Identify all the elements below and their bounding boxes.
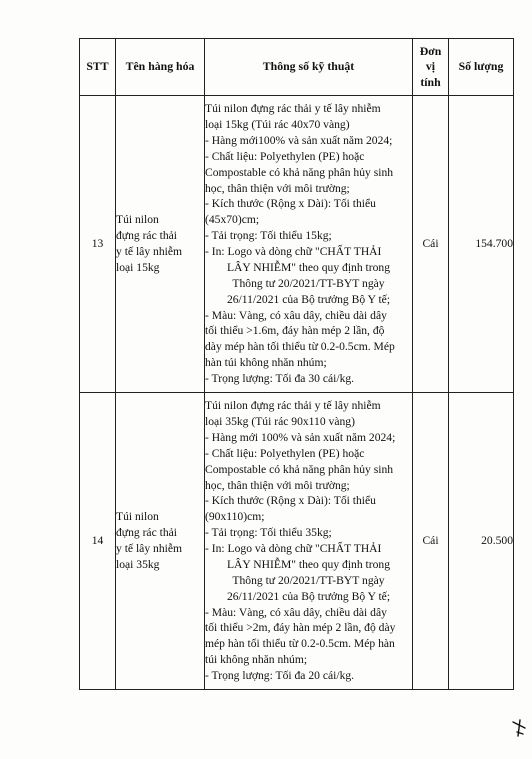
row-name-line: Túi nilon bbox=[116, 510, 159, 524]
spec-line: Thông tư 20/2021/TT-BYT ngày bbox=[232, 276, 385, 290]
row-name-line: loại 15kg bbox=[116, 260, 160, 274]
spec-line: (90x110)cm; bbox=[205, 510, 265, 524]
header-unit-line: Đơn bbox=[419, 44, 442, 58]
goods-spec-table bbox=[79, 38, 514, 690]
spec-line: tối thiểu >2m, đáy hàn mép 2 lần, độ dày bbox=[205, 621, 396, 635]
spec-line: - Trọng lượng: Tối đa 20 cái/kg. bbox=[205, 669, 355, 682]
row-qty: 20.500 bbox=[449, 393, 514, 690]
row-name bbox=[116, 96, 205, 393]
spec-line: Túi nilon đựng rác thải y tế lây nhiễm bbox=[205, 102, 381, 116]
table-header-row bbox=[80, 39, 514, 96]
header-unit bbox=[413, 39, 449, 96]
spec-line: - Tải trọng: Tối thiểu 35kg; bbox=[205, 526, 332, 540]
header-qty: Số lượng bbox=[449, 39, 514, 96]
spec-line: Thông tư 20/2021/TT-BYT ngày bbox=[232, 573, 385, 587]
header-name: Tên hàng hóa bbox=[116, 39, 205, 96]
spec-line: - In: Logo và dòng chữ "CHẤT THẢI bbox=[205, 542, 382, 555]
spec-line: - Hàng mới100% và sản xuất năm 2024; bbox=[205, 133, 393, 147]
row-stt: 14 bbox=[80, 393, 116, 690]
spec-line: hàn túi không nhăn nhúm; bbox=[205, 356, 327, 370]
spec-line: học, thân thiện với môi trường; bbox=[205, 181, 350, 195]
spec-line: 26/11/2021 của Bộ trưởng Bộ Y tế; bbox=[226, 589, 391, 603]
row-spec bbox=[205, 393, 413, 690]
spec-line: - Hàng mới 100% và sản xuất năm 2024; bbox=[205, 430, 396, 444]
spec-line: Túi nilon đựng rác thải y tế lây nhiễm bbox=[205, 399, 381, 413]
spec-line: - Trọng lượng: Tối đa 30 cái/kg. bbox=[205, 372, 355, 385]
spec-line: loại 35kg (Túi rác 90x110 vàng) bbox=[205, 415, 355, 428]
spec-line: loại 15kg (Túi rác 40x70 vàng) bbox=[205, 118, 350, 131]
header-spec: Thông số kỹ thuật bbox=[205, 39, 413, 96]
pen-stroke-mark-icon bbox=[511, 718, 527, 738]
spec-line: dày mép hàn tối thiểu từ 0.2-0.5cm. Mép bbox=[205, 340, 395, 354]
table-row bbox=[80, 96, 514, 393]
spec-line: Compostable có khả năng phân hủy sinh bbox=[205, 165, 394, 179]
row-qty: 154.700 bbox=[449, 96, 514, 393]
spec-line: - Tải trọng: Tối thiểu 15kg; bbox=[205, 229, 332, 243]
spec-line: tối thiểu >1.6m, đáy hàn mép 2 lần, độ bbox=[205, 324, 385, 338]
row-spec bbox=[205, 96, 413, 393]
spec-line: học, thân thiện với môi trường; bbox=[205, 478, 350, 492]
row-name-line: Túi nilon bbox=[116, 213, 159, 227]
row-name-line: y tế lây nhiễm bbox=[116, 245, 183, 258]
header-unit-line: vị bbox=[425, 59, 436, 74]
spec-line: - Kích thước (Rộng x Dài): Tối thiểu bbox=[205, 494, 376, 508]
spec-line: - Màu: Vàng, có xâu dây, chiều dài dây bbox=[205, 308, 387, 322]
row-name-line: y tế lây nhiễm bbox=[116, 542, 183, 555]
row-name-line: loại 35kg bbox=[116, 557, 160, 571]
spec-line: LÂY NHIỄM" theo quy định trong bbox=[226, 260, 391, 274]
spec-line: LÂY NHIỄM" theo quy định trong bbox=[226, 557, 391, 571]
spec-line: - Chất liệu: Polyethylen (PE) hoặc bbox=[205, 446, 365, 460]
row-name-line: đựng rác thải bbox=[116, 229, 178, 243]
row-name-line: đựng rác thải bbox=[116, 526, 178, 540]
spec-line: Compostable có khả năng phân hủy sinh bbox=[205, 462, 394, 476]
spec-line: (45x70)cm; bbox=[205, 213, 260, 227]
row-stt: 13 bbox=[80, 96, 116, 393]
spec-line: - Chất liệu: Polyethylen (PE) hoặc bbox=[205, 149, 365, 163]
spec-line: túi không nhăn nhúm; bbox=[205, 653, 308, 667]
row-unit: Cái bbox=[413, 96, 449, 393]
table-row bbox=[80, 393, 514, 690]
row-name bbox=[116, 393, 205, 690]
spec-line: - Màu: Vàng, có xâu dây, chiều dài dây bbox=[205, 605, 387, 619]
spec-line: mép hàn tối thiểu từ 0.2-0.5cm. Mép hàn bbox=[205, 637, 395, 651]
spec-line: 26/11/2021 của Bộ trưởng Bộ Y tế; bbox=[226, 292, 391, 306]
header-stt: STT bbox=[80, 39, 116, 96]
header-unit-line: tính bbox=[420, 74, 441, 89]
spec-line: - Kích thước (Rộng x Dài): Tối thiểu bbox=[205, 197, 376, 211]
row-unit: Cái bbox=[413, 393, 449, 690]
spec-line: - In: Logo và dòng chữ "CHẤT THẢI bbox=[205, 245, 382, 258]
